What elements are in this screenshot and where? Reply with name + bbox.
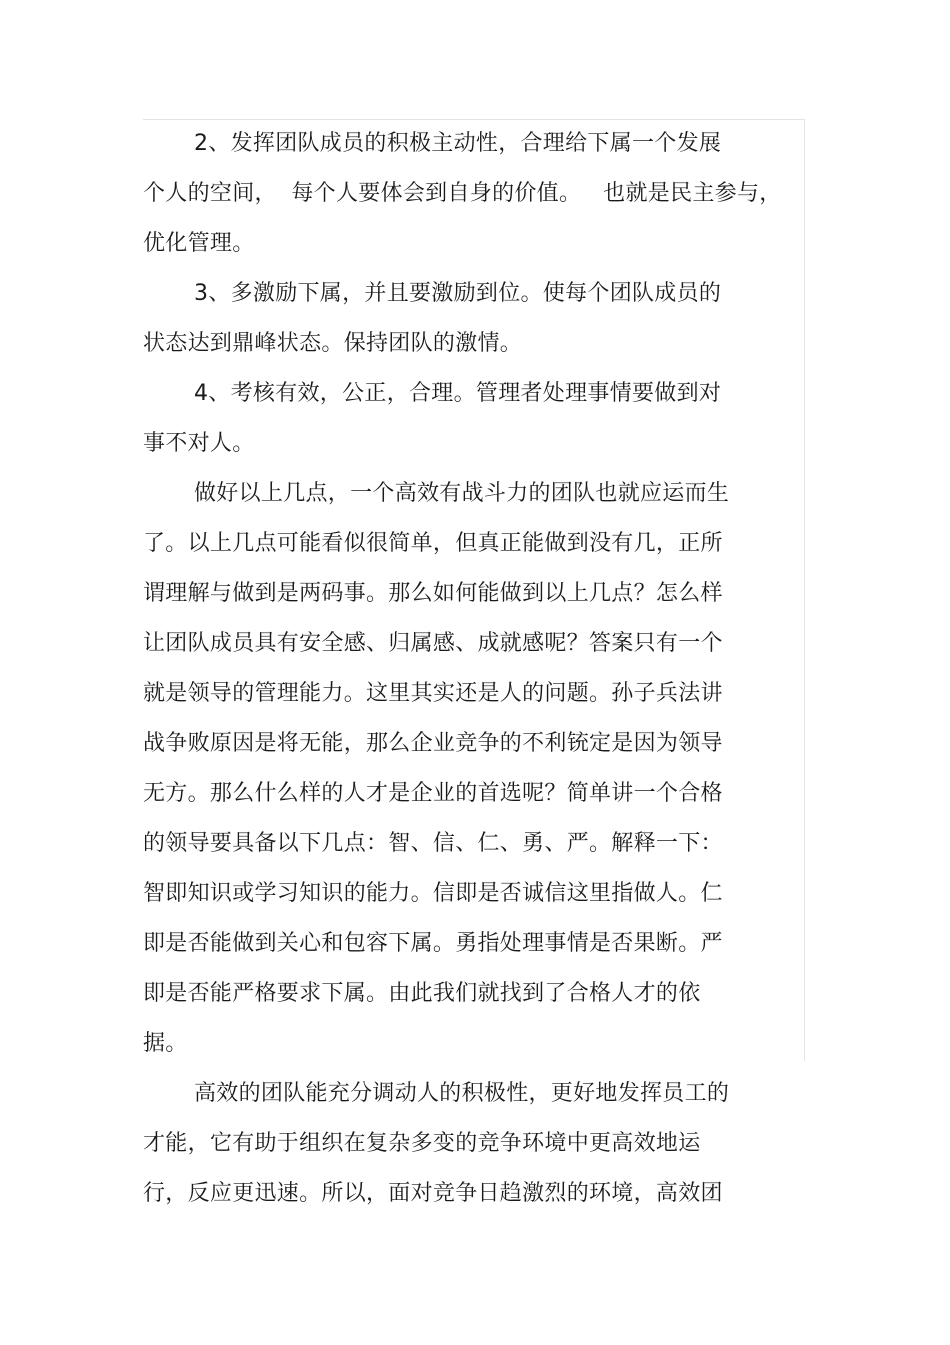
text-line: 让团队成员具有安全感、归属感、成就感呢？答案只有一个 xyxy=(143,631,723,656)
text-line: 优化管理。 xyxy=(143,231,255,256)
text-line: 3、多激励下属，并且要激励到位。使每个团队成员的 xyxy=(194,281,722,306)
text-line: 行，反应更迅速。所以，面对竞争日趋激烈的环境，高效团 xyxy=(143,1181,723,1206)
text-line: 据。 xyxy=(143,1031,188,1056)
text-line: 即是否能做到关心和包容下属。勇指处理事情是否果断。严 xyxy=(143,931,723,956)
text-line: 才能，它有助于组织在复杂多变的竞争环境中更高效地运 xyxy=(143,1131,701,1156)
text-line: 做好以上几点，一个高效有战斗力的团队也就应运而生 xyxy=(194,481,730,506)
text-line: 智即知识或学习知识的能力。信即是否诚信这里指做人。仁 xyxy=(143,881,723,906)
text-line: 状态达到鼎峰状态。保持团队的激情。 xyxy=(143,331,523,356)
text-line: 即是否能严格要求下属。由此我们就找到了合格人才的依 xyxy=(143,981,701,1006)
text-line: 无方。那么什么样的人才是企业的首选呢？简单讲一个合格 xyxy=(143,781,723,806)
text-line: 战争败原因是将无能，那么企业竞争的不利铳定是因为领导 xyxy=(143,731,723,756)
text-line: 4、考核有效，公正，合理。管理者处理事情要做到对 xyxy=(194,381,722,406)
text-line: 2、发挥团队成员的积极主动性，合理给下属一个发展 xyxy=(194,131,722,156)
text-line: 的领导要具备以下几点：智、信、仁、勇、严。解释一下： xyxy=(143,831,723,856)
text-line: 了。以上几点可能看似很简单，但真正能做到没有几，正所 xyxy=(143,531,723,556)
text-line: 个人的空间， 每个人要体会到自身的价值。 也就是民主参与， xyxy=(143,181,782,206)
text-line: 高效的团队能充分调动人的积极性，更好地发挥员工的 xyxy=(194,1081,730,1106)
text-line: 就是领导的管理能力。这里其实还是人的问题。孙子兵法讲 xyxy=(143,681,723,706)
text-line: 谓理解与做到是两码事。那么如何能做到以上几点？怎么样 xyxy=(143,581,723,606)
text-line: 事不对人。 xyxy=(143,431,255,456)
